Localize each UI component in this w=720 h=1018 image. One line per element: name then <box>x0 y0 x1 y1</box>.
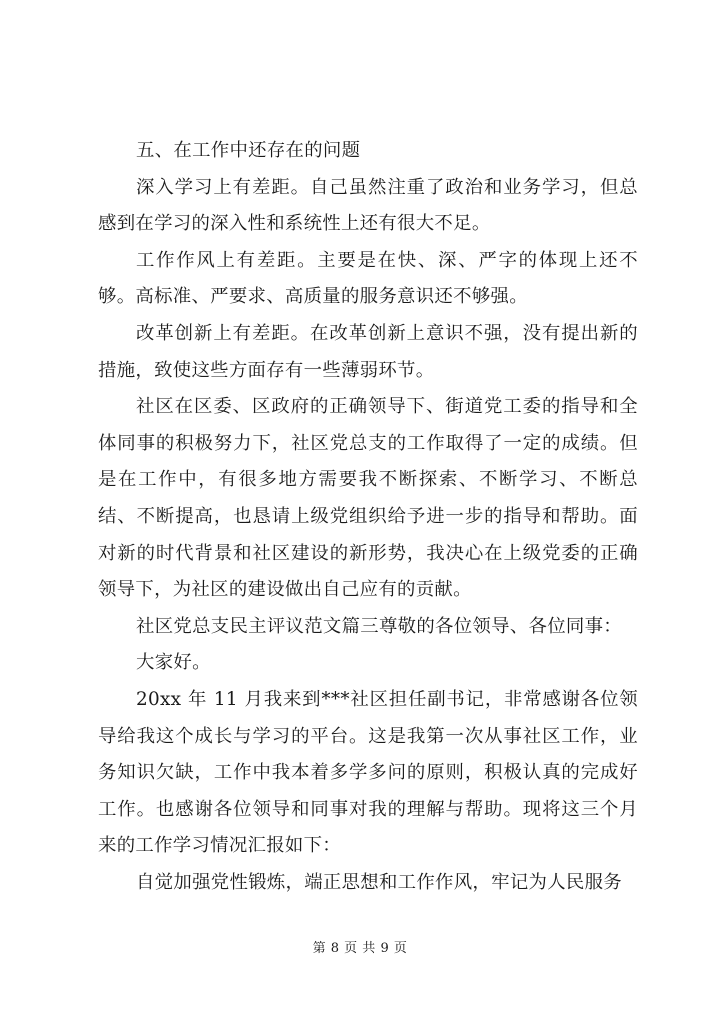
paragraph-article-title: 社区党总支民主评议范文篇三尊敬的各位领导、各位同事： <box>136 615 622 637</box>
paragraph-introduction: 20xx 年 11 月我来到***社区担任副书记，非常感谢各位领导给我这个成长与学习的平台。这是我第一次从事社区工作，业务知识欠缺，工作中我本着多学多问的原则，积极认真的完成好工作。也感谢各位领导和同事对我的理解与帮助。现将这三个月来的工作学习情况汇报如下： <box>98 688 638 857</box>
paragraph-innovation-gap: 改革创新上有差距。在改革创新上意识不强，没有提出新的措施，致使这些方面存有一些薄弱环节。 <box>98 322 638 381</box>
paragraph-greeting: 大家好。 <box>136 652 211 674</box>
paragraph-study-gap: 深入学习上有差距。自己虽然注重了政治和业务学习，但总感到在学习的深入性和系统性上还有很大不足。 <box>98 176 638 235</box>
section-heading: 五、在工作中还存在的问题 <box>136 140 361 161</box>
page-number-footer: 第 8 页 共 9 页 <box>312 941 408 956</box>
document-body <box>98 133 638 901</box>
paragraph-community-summary: 社区在区委、区政府的正确领导下、街道党工委的指导和全体同事的积极努力下，社区党总支的工作取得了一定的成绩。但是在工作中，有很多地方需要我不断探索、不断学习、不断总结、不断提高，也恳请上级党组织给予进一步的指导和帮助。面对新的时代背景和社区建设的新形势，我决心在上级党委的正确领导下，为社区的建设做出自己应有的贡献。 <box>98 396 638 601</box>
paragraph-party-spirit: 自觉加强党性锻炼，端正思想和工作作风，牢记为人民服务 <box>136 871 622 893</box>
paragraph-work-style-gap: 工作作风上有差距。主要是在快、深、严字的体现上还不够。高标准、严要求、高质量的服务意识还不够强。 <box>98 249 638 308</box>
